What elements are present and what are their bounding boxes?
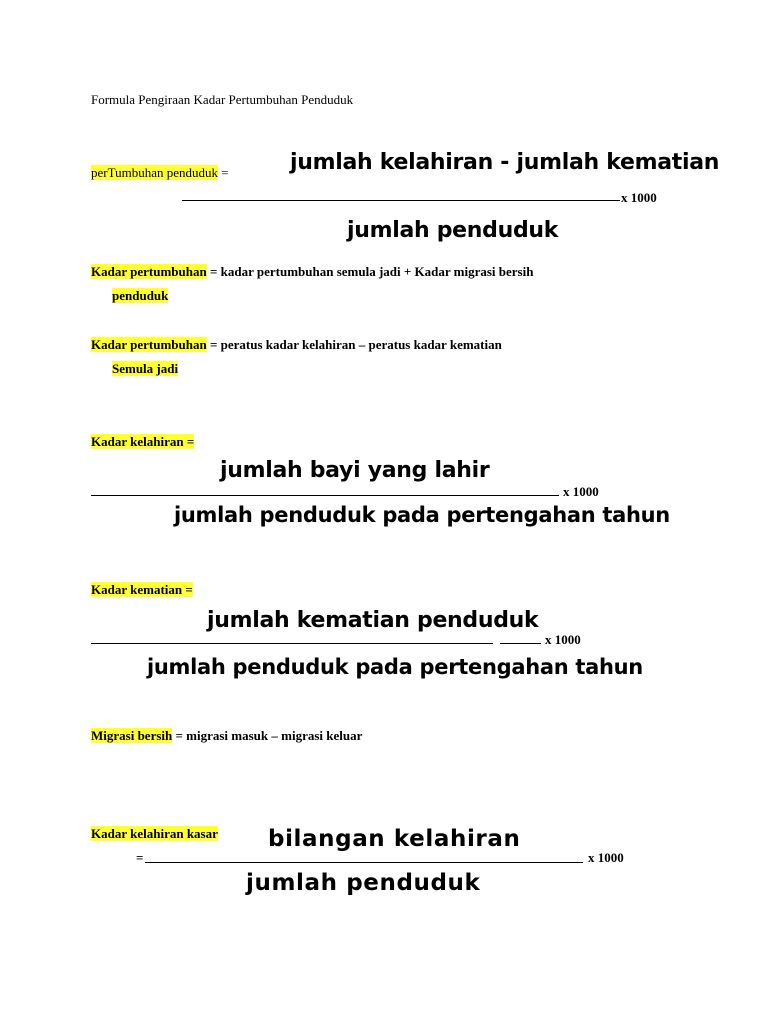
formula-2-label: Kadar pertumbuhan [91, 264, 207, 279]
formula-1-numerator: jumlah kelahiran - jumlah kematian [290, 150, 720, 175]
formula-3-label-line2: Semula jadi [112, 361, 179, 376]
formula-5-fraction-line-a [91, 643, 493, 644]
formula-5-fraction-line-b [500, 643, 541, 644]
page-title: Formula Pengiraan Kadar Pertumbuhan Penduduk [91, 92, 354, 107]
formula-6-rest: = migrasi masuk – migrasi keluar [172, 728, 363, 743]
formula-3-line [91, 337, 502, 353]
formula-6-label: Migrasi bersih [91, 728, 173, 743]
formula-7-numerator: bilangan kelahiran [268, 826, 521, 852]
formula-1-fraction-line [182, 200, 620, 201]
formula-3-rest: = peratus kadar kelahiran – peratus kadar kematian [206, 337, 502, 352]
formula-5-label: Kadar kematian = [91, 582, 193, 597]
formula-7-fraction-line [145, 862, 583, 863]
formula-7-denominator: jumlah penduduk [246, 870, 481, 896]
formula-4-numerator: jumlah bayi yang lahir [220, 458, 490, 483]
formula-5-denominator: jumlah penduduk pada pertengahan tahun [147, 655, 643, 679]
formula-2-label-line2: penduduk [112, 288, 169, 303]
formula-6-line [91, 728, 362, 744]
formula-4-fraction-line [91, 495, 559, 496]
formula-5-multiplier: x 1000 [545, 632, 581, 647]
formula-3-label: Kadar pertumbuhan [91, 337, 207, 352]
formula-7-label: Kadar kelahiran kasar [91, 826, 218, 841]
formula-4-denominator: jumlah penduduk pada pertengahan tahun [174, 503, 670, 527]
formula-2-line [91, 264, 533, 280]
formula-1-denominator: jumlah penduduk [347, 218, 559, 243]
formula-7-equals: = [136, 850, 144, 865]
formula-4-multiplier: x 1000 [563, 484, 599, 499]
formula-1-label-text: perTumbuhan penduduk [91, 165, 218, 180]
formula-2-rest: = kadar pertumbuhan semula jadi + Kadar migrasi bersih [206, 264, 534, 279]
formula-1-multiplier: x 1000 [621, 190, 657, 205]
formula-4-label: Kadar kelahiran = [91, 434, 195, 449]
formula-1-equals: = [218, 165, 229, 180]
formula-5-numerator: jumlah kematian penduduk [207, 608, 539, 633]
formula-7-multiplier: x 1000 [588, 850, 624, 865]
formula-1-label [91, 165, 229, 181]
